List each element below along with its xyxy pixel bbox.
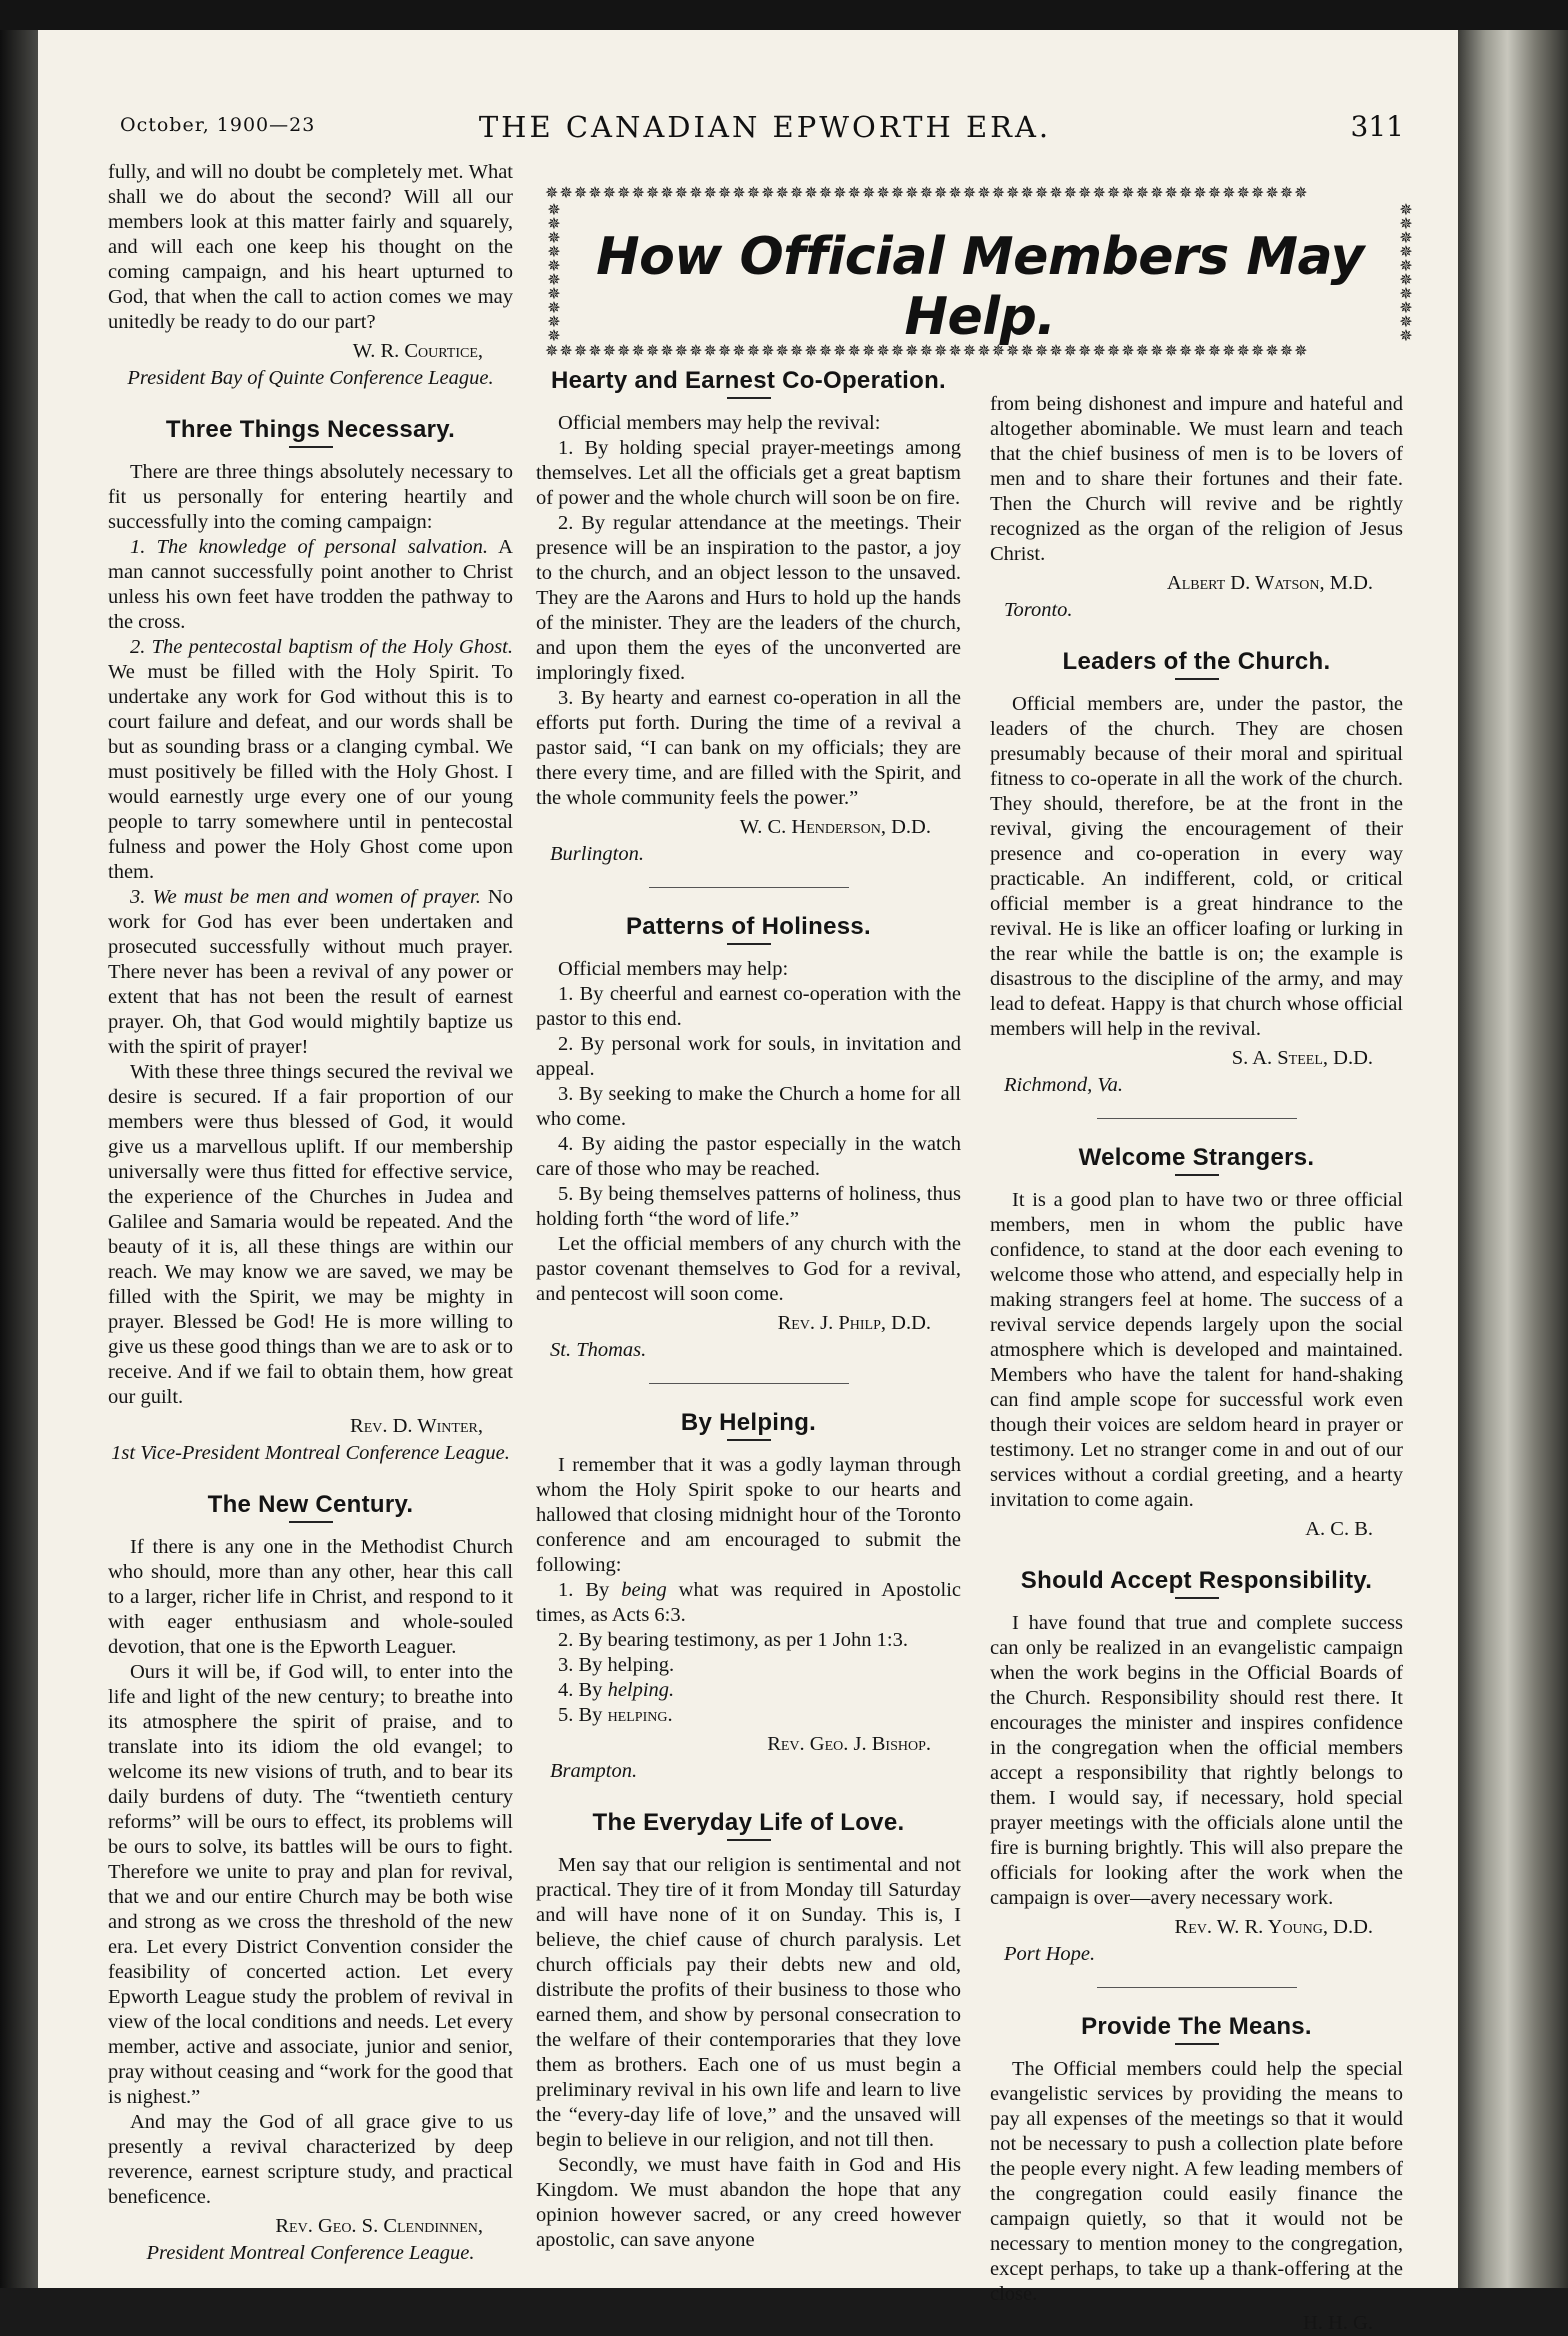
- list-emphasis: helping.: [607, 1679, 675, 1701]
- paragraph: I remember that it was a godly layman through whom the Holy Spirit spoke to our hearts and hallowed that closing midnight hour of the Toronto conference and am encouraged to submit the following:: [536, 1454, 961, 1576]
- signature-title: President Montreal Conference League.: [146, 2242, 475, 2264]
- paragraph: Official members may help the revival:: [558, 412, 881, 434]
- section-heading-leaders: Leaders of the Church.: [1062, 648, 1331, 675]
- heading-rule: [1175, 1597, 1219, 1599]
- heading-rule: [1175, 678, 1219, 680]
- title-banner: [545, 183, 1415, 361]
- signature-place: Port Hope.: [1004, 1943, 1096, 1965]
- column-left: [108, 160, 513, 2266]
- list-text: No work for God has ever been undertaken and prosecuted successfully without much prayer. There never has been a revival of any power or extent that has not been the result of earnest prayer. Oh, that God would mightily baptize us with the spirit of prayer!: [108, 886, 513, 1058]
- list-item: 1. By holding special prayer-meetings among themselves. Let all the officials get a great baptism of power and the whole church will soon be on fire.: [536, 437, 961, 509]
- paragraph: There are three things absolutely necessary to fit us personally for entering heartily and successfully into the coming campaign:: [108, 461, 513, 533]
- list-label: 2. The pentecostal baptism of the Holy Ghost.: [130, 636, 513, 658]
- list-item: [536, 1678, 961, 1703]
- section-heading-three-things: Three Things Necessary.: [165, 416, 456, 443]
- paragraph: With these three things secured the revival we desire is secured. If a fair proportion of our members were thus blessed of God, it would give us a marvellous uplift. If our membership universally were thus fitted for effective service, the experience of the Churches in Judea and Galilee and Samaria would be repeated. And the beauty of it is, all these things are within our reach. We may know we are saved, we may be filled with the Spirit, we may be mighty in prayer. Blessed be God! He is more willing to give us these good things than we are to ask or to receive. And if we fail to obtain them, how great our guilt.: [108, 1061, 513, 1408]
- signature: Rev. J. Philp, D.D.: [777, 1312, 931, 1334]
- paragraph: I have found that true and complete success can only be realized in an evangelistic campaign when the work begins in the Official Boards of the Church. Responsibility should rest there. It encourages the minister and inspires confidence in the congregation when the official members accept a responsibility that rightly belongs to them. I would say, if necessary, hold special prayer meetings with the officials alone until the fire is burning brightly. This will also prepare the officials for looking after the work when the campaign is over—avery necessary work.: [990, 1612, 1403, 1909]
- list-text: what was required in Apostolic times, as Acts 6:3.: [536, 1579, 961, 1626]
- heading-rule: [727, 1839, 771, 1841]
- paragraph: Official members may help:: [558, 958, 789, 980]
- page-header: [120, 110, 1410, 150]
- section-heading-new-century: The New Century.: [207, 1491, 414, 1518]
- paragraph: Ours it will be, if God will, to enter into the life and light of the new century; to breathe into its atmosphere the spirit of praise, and to translate into its idiom the old evangel; to welcome its new visions of truth, and to bear its daily burdens of duty. The “twentieth century reforms” will be ours to effect, its problems will be ours to solve, its battles will be ours to fight. Therefore we unite to pray and plan for revival, that we and our entire Church may be both wise and strong as we cross the threshold of the new era. Let every District Convention consider the feasibility of concerted action. Let every Epworth League study the problem of revival in view of the local conditions and needs. Let every member, active and associate, junior and senior, pray without ceasing and “work for the good that is nighest.”: [108, 1661, 513, 2108]
- section-separator: [1097, 1987, 1297, 1988]
- section-heading-provide-means: Provide The Means.: [1081, 2013, 1312, 2040]
- list-item: 3. By seeking to make the Church a home for all who come.: [536, 1083, 961, 1130]
- paragraph: The Official members could help the special evangelistic services by providing the means to pay all expenses of the meetings so that it would not be necessary to push a collection plate before the people every night. A few leading members of the congregation could easily finance the campaign quietly, so that it would not be necessary to mention money to the congregation, except perhaps, to take up a thank-offering at the close.: [990, 2058, 1403, 2305]
- heading-rule: [727, 943, 771, 945]
- banner-ornament-right: ✵✵✵✵✵✵✵✵✵✵: [1399, 203, 1413, 341]
- list-emphasis: being: [621, 1579, 667, 1601]
- paragraph: And may the God of all grace give to us presently a revival characterized by deep reverence, earnest scripture study, and practical beneficence.: [108, 2111, 513, 2208]
- list-item: 2. By bearing testimony, as per 1 John 1:3.: [558, 1629, 908, 1651]
- list-item: 4. By aiding the pastor especially in the watch care of those who may be reached.: [536, 1133, 961, 1180]
- signature: S. A. Steel, D.D.: [1231, 1047, 1373, 1069]
- list-item: 2. By regular attendance at the meetings. Their presence will be an inspiration to the pastor, a joy to the church, and an object lesson to the unsaved. They are the Aarons and Hurs to hold up the hands of the minister. They are the leaders of the church, and upon them the eyes of the unconverted are imploringly fixed.: [536, 512, 961, 684]
- banner-ornament-bottom: ✵✵✵✵✵✵✵✵✵✵✵✵✵✵✵✵✵✵✵✵✵✵✵✵✵✵✵✵✵✵✵✵✵✵✵✵✵✵✵✵✵✵✵✵✵✵✵✵✵✵✵✵✵: [545, 341, 1309, 360]
- list-item: 5. By being themselves patterns of holiness, thus holding forth “the word of life.”: [536, 1183, 961, 1230]
- banner-title: How Official Members May Help.: [596, 227, 1364, 347]
- heading-rule: [1175, 2043, 1219, 2045]
- list-item: [536, 1703, 961, 1728]
- signature: Albert D. Watson, M.D.: [1166, 572, 1373, 594]
- paragraph: Secondly, we must have faith in God and His Kingdom. We must abandon the hope that any opinion however sacred, or any creed however apostolic, can save anyone: [536, 2154, 961, 2251]
- paragraph: Men say that our religion is sentimental and not practical. They tire of it from Monday till Saturday and will have none of it on Sunday. This is, I believe, the chief cause of church paralysis. Let church officials pay their debts new and old, distribute the profits of their business to those who earned them, and show by personal consecration to the welfare of their contemporaries that they love them as brothers. Each one of us must begin a preliminary revival in his own life and learn to live the “every-day life of love,” and the unsaved will begin to believe in our religion, and not till then.: [536, 1854, 961, 2151]
- signature: Rev. Geo. S. Clendinnen,: [275, 2215, 483, 2237]
- paragraph: Official members are, under the pastor, the leaders of the church. They are chosen presumably because of their moral and spiritual fitness to co-operate in all the work of the church. They should, therefore, be at the front in the revival, giving the encouragement of their presence and co-operation in every way practicable. An indifferent, cold, or critical official member is a great hindrance to the revival. He is like an officer loafing or lurking in the rear while the battle is on; the example is disastrous to the discipline of the army, and may lead to defeat. Happy is that church whose official members will help in the revival.: [990, 693, 1403, 1040]
- signature-place: St. Thomas.: [550, 1339, 647, 1361]
- publication-title: THE CANADIAN EPWORTH ERA.: [478, 110, 1052, 144]
- page-number: 311: [1350, 110, 1404, 143]
- list-item: 3. By hearty and earnest co-operation in all the efforts put forth. During the time of a revival a pastor said, “I can bank on my officials; they are there every time, and are filled with the Spirit, and the whole community feels the power.”: [536, 687, 961, 809]
- section-heading-welcome-strangers: Welcome Strangers.: [1078, 1144, 1315, 1171]
- section-heading-responsibility: Should Accept Responsibility.: [1020, 1567, 1373, 1594]
- heading-rule: [289, 446, 333, 448]
- section-heading-patterns-of-holiness: Patterns of Holiness.: [625, 913, 872, 940]
- list-item: 2. By personal work for souls, in invitation and appeal.: [536, 1033, 961, 1080]
- signature: W. R. Courtice,: [352, 340, 483, 362]
- signature: Rev. Geo. J. Bishop.: [767, 1733, 931, 1755]
- paragraph: It is a good plan to have two or three official members, men in whom the public have confidence, to stand at the door each evening to welcome those who attend, and especially help in making strangers feel at home. The success of a revival service depends largely upon the social atmosphere which is developed and maintained. Members who have the talent for hand-shaking can find ample scope for successful work even though their voices are seldom heard in prayer or testimony. Let no stranger come in and out of our services without a cordial greeting, and a hearty invitation to come again.: [990, 1189, 1403, 1511]
- signature-title: 1st Vice-President Montreal Conference League.: [111, 1442, 510, 1464]
- signature-place: Richmond, Va.: [1004, 1074, 1123, 1096]
- continued-paragraph: from being dishonest and impure and hateful and altogether abominable. We must learn and teach that the chief business of men is to be lovers of men and to share their fortunes and their fate. Then the Church will revive and be rightly recognized as the organ of the religion of Jesus Christ.: [990, 393, 1403, 565]
- intro-paragraph: fully, and will no doubt be completely met. What shall we do about the second? Will all our members look at this matter fairly and squarely, and will each one keep his thought on the coming campaign, and his heart upturned to God, that when the call to action comes we may unitedly be ready to do our part?: [108, 161, 513, 333]
- list-item: 3. By helping.: [558, 1654, 675, 1676]
- signature: H. H. G.: [1302, 2312, 1373, 2334]
- heading-rule: [727, 397, 771, 399]
- section-separator: [649, 1383, 849, 1384]
- list-text: A man cannot successfully point another to Christ unless his own feet have trodden the pathway to the cross.: [108, 536, 513, 633]
- list-label: 3. We must be men and women of prayer.: [130, 886, 481, 908]
- heading-rule: [727, 1439, 771, 1441]
- section-heading-by-helping: By Helping.: [680, 1409, 817, 1436]
- signature: A. C. B.: [1305, 1518, 1373, 1540]
- list-text: 5. By: [558, 1704, 608, 1726]
- page-stack-edge: [1458, 30, 1568, 2288]
- paragraph: If there is any one in the Methodist Church who should, more than any other, hear this call to a larger, richer life in Christ, and respond to it with eager enthusiasm and whole-souled devotion, that one is the Epworth Leaguer.: [108, 1536, 513, 1658]
- signature-place: Toronto.: [1004, 599, 1073, 621]
- signature-place: Burlington.: [550, 843, 644, 865]
- binding-shadow: [0, 30, 38, 2288]
- issue-date: October, 1900—23: [120, 114, 316, 136]
- list-text: 4. By: [558, 1679, 608, 1701]
- signature: W. C. Henderson, D.D.: [739, 816, 931, 838]
- signature: Rev. D. Winter,: [350, 1415, 483, 1437]
- signature: Rev. W. R. Young, D.D.: [1174, 1916, 1373, 1938]
- heading-rule: [289, 1521, 333, 1523]
- list-text: We must be filled with the Holy Spirit. To undertake any work for God without this is to court failure and defeat, and our words shall be but as sounding brass or a clanging cymbal. We must positively be filled with the Holy Ghost. I would earnestly urge every one of our young people to tarry somewhere until in pentecostal fulness and power the Holy Ghost come upon them.: [108, 661, 513, 883]
- column-right: [990, 392, 1403, 2336]
- list-item: [536, 1578, 961, 1628]
- section-separator: [1097, 1118, 1297, 1119]
- section-heading-everyday-life: The Everyday Life of Love.: [592, 1809, 905, 1836]
- list-label: 1. The knowledge of personal salvation.: [130, 536, 489, 558]
- list-emphasis: helping.: [607, 1704, 673, 1726]
- banner-ornament-top: ✵✵✵✵✵✵✵✵✵✵✵✵✵✵✵✵✵✵✵✵✵✵✵✵✵✵✵✵✵✵✵✵✵✵✵✵✵✵✵✵✵✵✵✵✵✵✵✵✵✵✵✵✵: [545, 183, 1309, 202]
- signature-place: Brampton.: [550, 1760, 638, 1782]
- section-heading-co-operation: Hearty and Earnest Co-Operation.: [550, 367, 947, 394]
- list-text: 1. By: [558, 1579, 622, 1601]
- heading-rule: [1175, 1174, 1219, 1176]
- banner-ornament-left: ✵✵✵✵✵✵✵✵✵✵: [547, 203, 561, 341]
- column-middle: [536, 368, 961, 2253]
- section-separator: [649, 887, 849, 888]
- signature-title: President Bay of Quinte Conference League.: [127, 367, 494, 389]
- paragraph: Let the official members of any church with the pastor covenant themselves to God for a revival, and pentecost will soon come.: [536, 1233, 961, 1305]
- list-item: 1. By cheerful and earnest co-operation with the pastor to this end.: [536, 983, 961, 1030]
